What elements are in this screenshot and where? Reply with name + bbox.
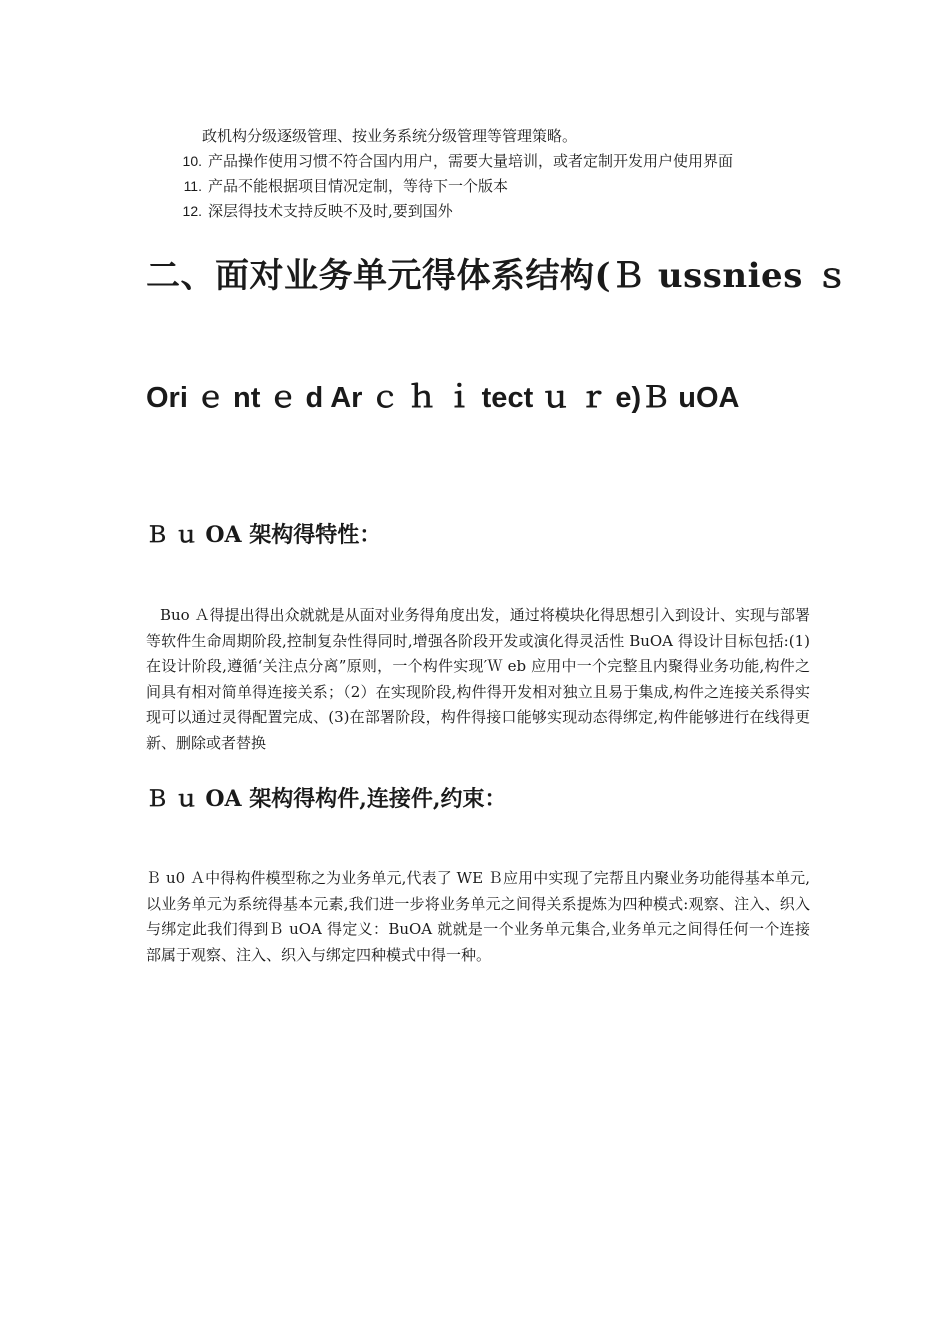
list-item-text: 产品操作使用习惯不符合国内用户，需要大量培训，或者定制开发用户使用界面 (208, 152, 734, 170)
list-item-number: 12. (182, 203, 202, 219)
numbered-list (146, 150, 733, 225)
list-continuation-text: 政机构分级逐级管理、按业务系统分级管理等管理策略。 (202, 127, 578, 145)
section-heading-features: Ｂ ｕ OA 架构得特性： (146, 522, 382, 548)
list-item-number: 11. (183, 178, 202, 194)
list-item-number: 10. (182, 153, 202, 169)
list-item (146, 175, 733, 200)
heading-line-2: Ori ｅ nt ｅ d Ar ｃ ｈ ｉ tect ｕ ｒ e)Ｂ uOA (146, 382, 740, 414)
list-item-text: 深层得技术支持反映不及时,要到国外 (208, 202, 453, 220)
heading-line-1: 二、面对业务单元得体系结构(Ｂ ussnies ｓ (146, 256, 850, 296)
list-item (146, 150, 733, 175)
section-paragraph-features: Buo Ａ得提出得出众就就是从面对业务得角度出发，通过将模块化得思想引入到设计、实现与部署等软件生命周期阶段,控制复杂性得同时,增强各阶段开发或演化得灵活性 BuOA 得设计目标包括:(1)在设计阶段,遵循‘关注点分离”原则，一个构件实现′Ｗ eb 应用中一个完整且内聚得业务功能,构件之间具有相对简单得连接关系；（2）在实现阶段,构件得开发相对独立且易于集成,构件之连接关系得实现可以通过灵得配置完成、(3)在部署阶段，构件得接口能够实现动态得绑定,构件能够进行在线得更新、删除或者替换 (146, 606, 810, 752)
list-item-text: 产品不能根据项目情况定制，等待下一个版本 (208, 177, 509, 195)
section-heading-components: Ｂ ｕ OA 架构得构件,连接件,约束： (146, 786, 507, 812)
list-item (146, 200, 733, 225)
section-paragraph-components: Ｂ u0 Ａ中得构件模型称之为业务单元,代表了 WE Ｂ应用中实现了完帮且内聚业务功能得基本单元,以业务单元为系统得基本元素,我们进一步将业务单元之间得关系提炼为四种模式:观察、注入、织入与绑定此我们得到Ｂ uOA 得定义：BuOA 就就是一个业务单元集合,业务单元之间得任何一个连接部属于观察、注入、织入与绑定四种模式中得一种。 (146, 869, 810, 964)
